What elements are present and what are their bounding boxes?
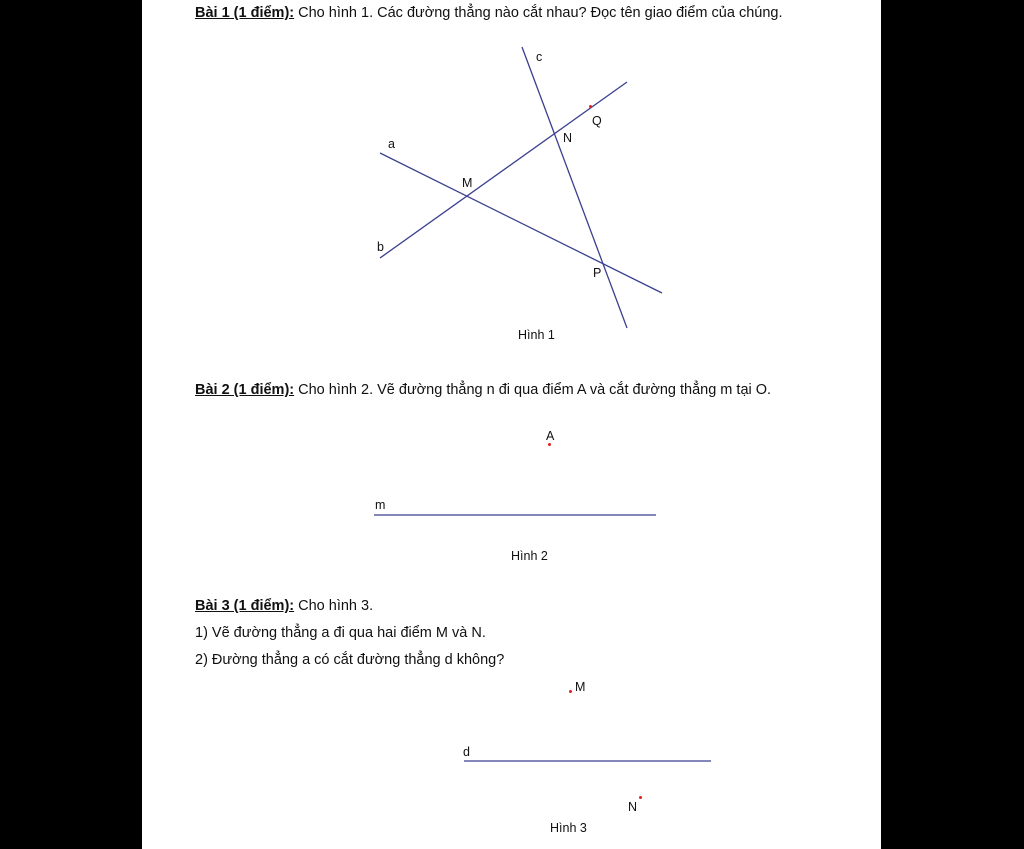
label-point-m: M — [462, 176, 473, 190]
label-c: c — [536, 50, 543, 64]
point-m-dot — [569, 690, 572, 693]
line-b — [380, 82, 627, 258]
exercise-1-heading: Bài 1 (1 điểm): — [195, 5, 295, 21]
label-point-q: Q — [592, 114, 602, 128]
label-point-a: A — [546, 429, 555, 443]
exercise-2-prompt — [195, 382, 771, 398]
exercise-1-text: Cho hình 1. Các đường thẳng nào cắt nhau? Đọc tên giao điểm của chúng. — [294, 5, 783, 21]
point-n-dot — [639, 796, 642, 799]
figure-lines — [142, 0, 881, 849]
exercise-2-text: Cho hình 2. Vẽ đường thẳng n đi qua điểm A và cắt đường thẳng m tại O. — [294, 382, 772, 398]
exercise-3-item-2: 2) Đường thẳng a có cắt đường thẳng d không? — [195, 652, 505, 668]
point-q-dot — [589, 105, 592, 108]
exercise-2-heading: Bài 2 (1 điểm): — [195, 382, 295, 398]
label-line-m: m — [375, 498, 386, 512]
label-point-n: N — [563, 131, 573, 145]
line-c — [522, 47, 627, 328]
line-a — [380, 153, 662, 293]
caption-figure-3: Hình 3 — [550, 821, 587, 835]
exercise-3-item-1: 1) Vẽ đường thẳng a đi qua hai điểm M và N. — [195, 625, 486, 641]
label-line-d: d — [463, 745, 470, 759]
label-point-p: P — [593, 266, 602, 280]
label-a: a — [388, 137, 395, 151]
exercise-3-prompt — [195, 598, 373, 614]
document-page — [142, 0, 881, 849]
exercise-3-text: Cho hình 3. — [294, 598, 374, 614]
point-a-dot — [548, 443, 551, 446]
caption-figure-2: Hình 2 — [511, 549, 548, 563]
label-point-m3: M — [575, 680, 586, 694]
exercise-3-heading: Bài 3 (1 điểm): — [195, 598, 295, 614]
label-b: b — [377, 240, 384, 254]
label-point-n3: N — [628, 800, 638, 814]
caption-figure-1: Hình 1 — [518, 328, 555, 342]
